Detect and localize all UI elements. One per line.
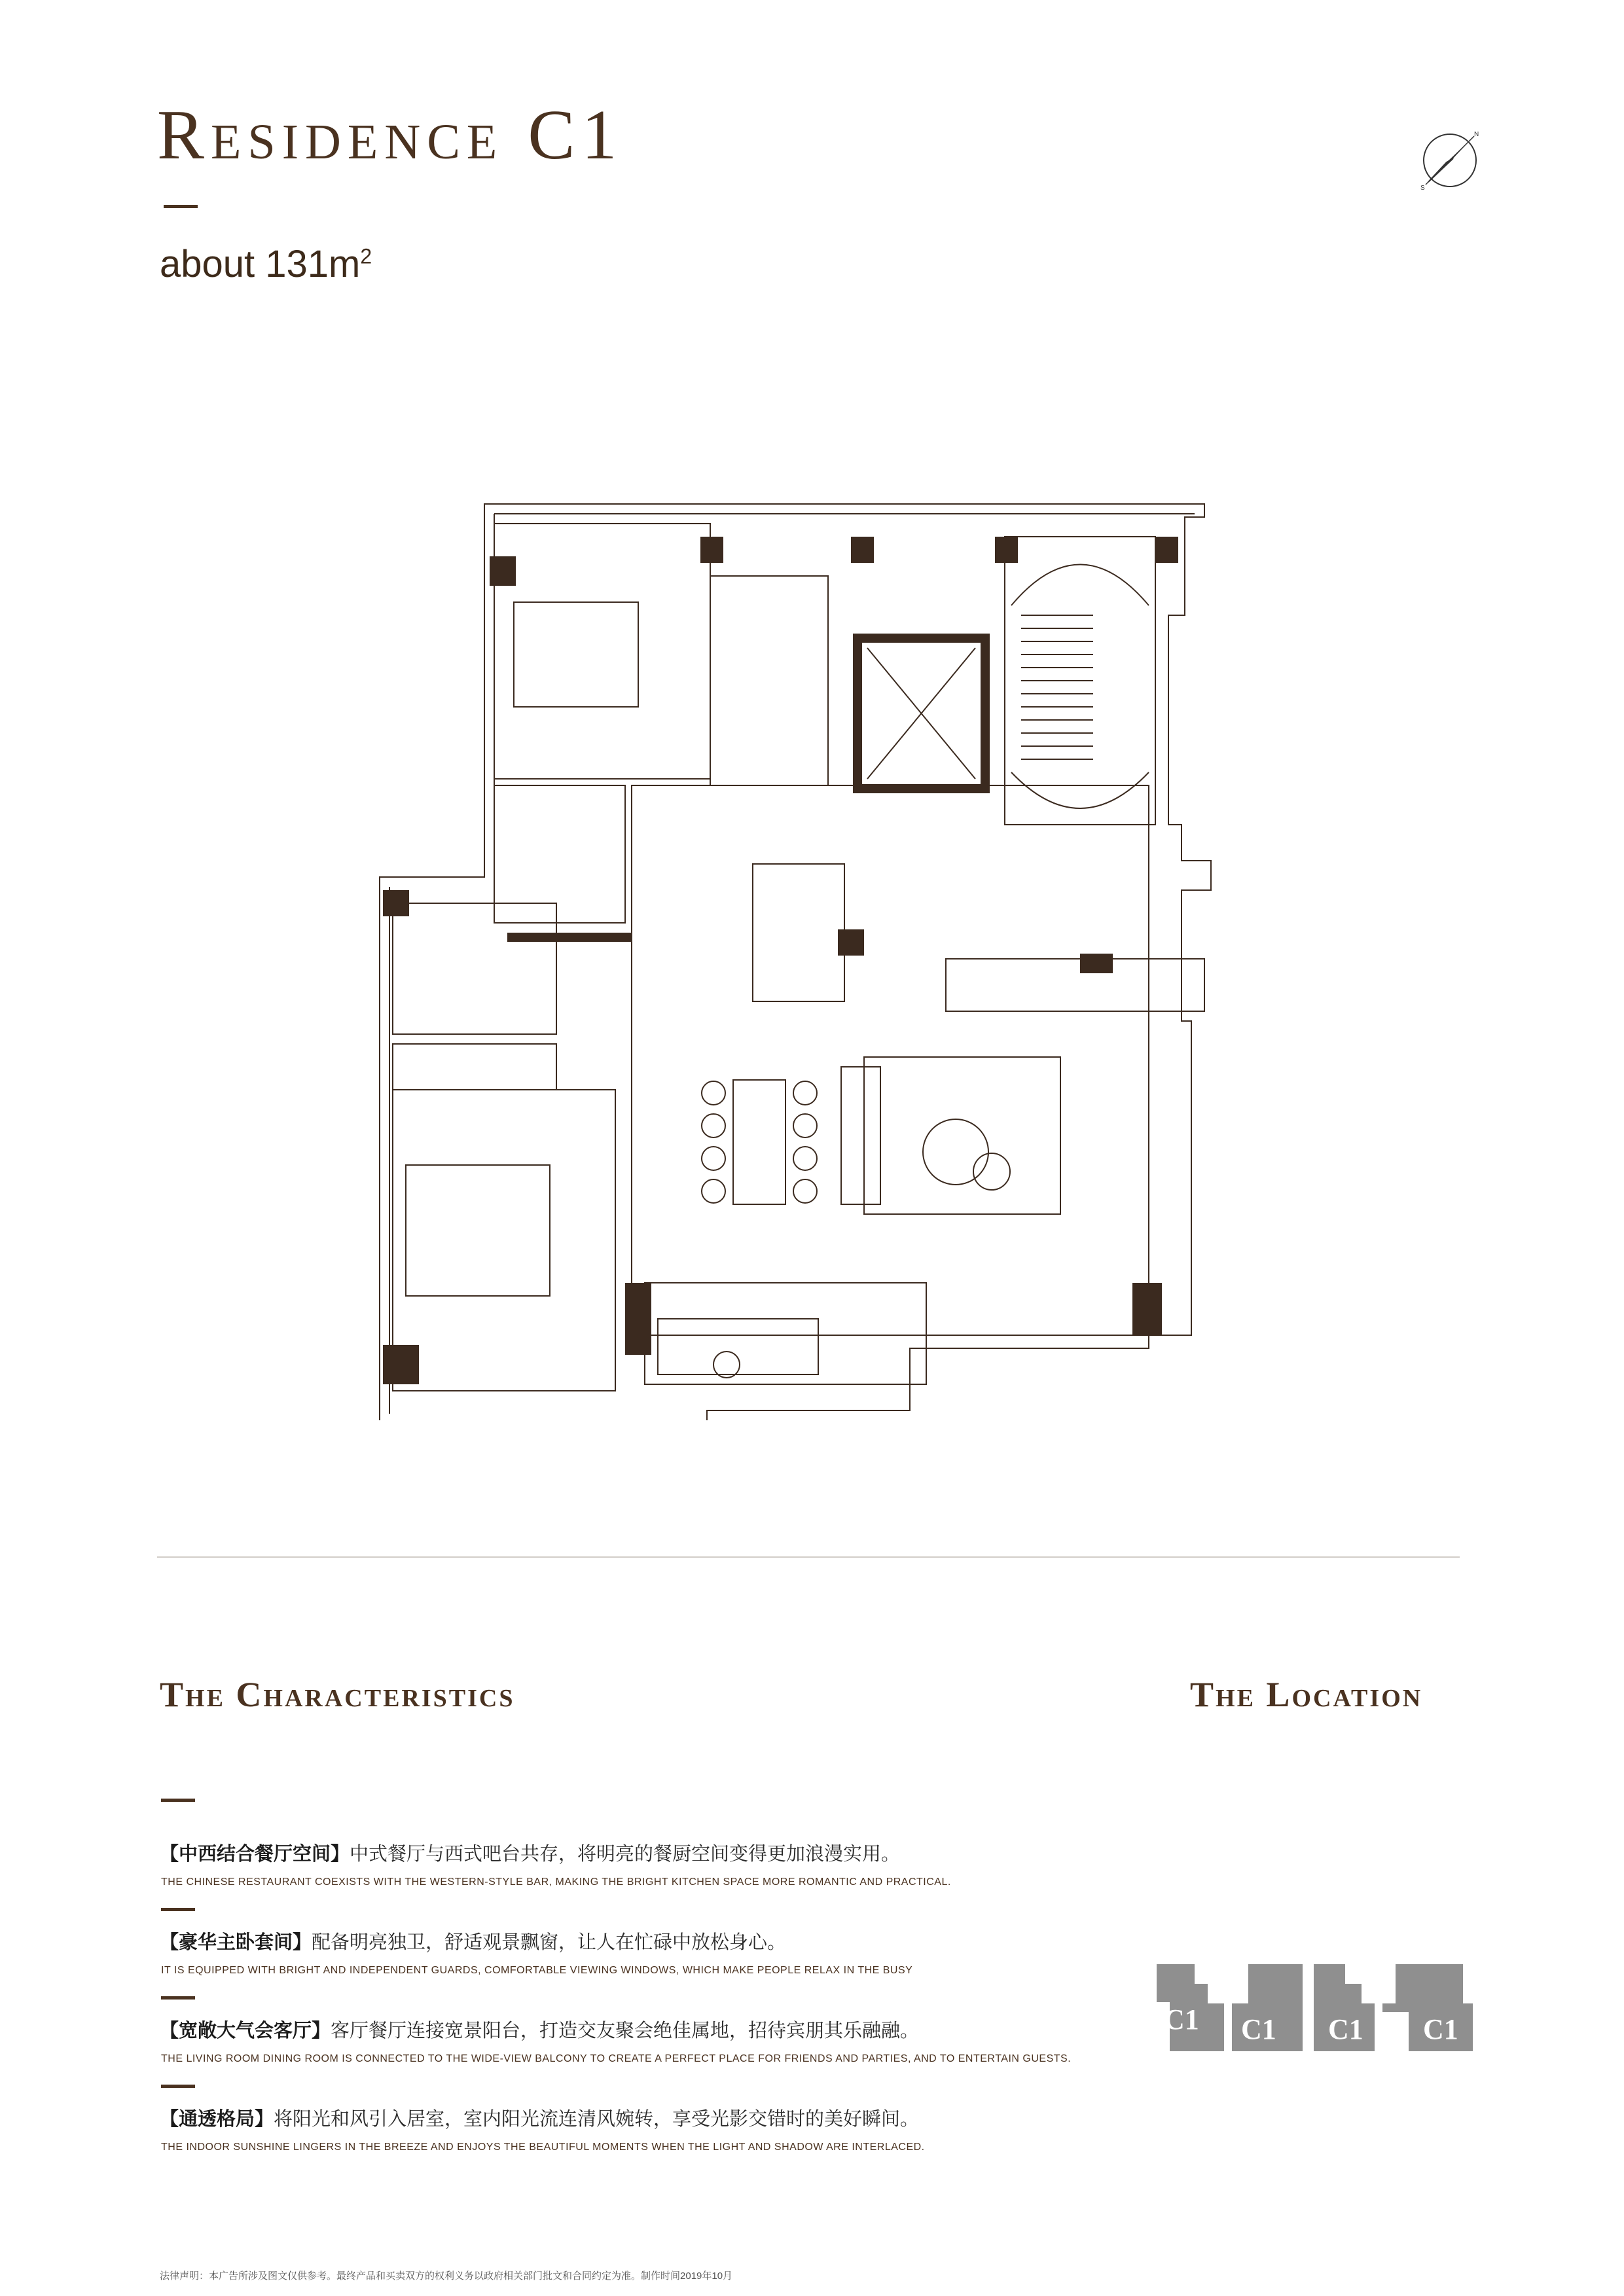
characteristics-divider <box>161 1799 195 1802</box>
feature-3-body: 客厅餐厅连接宽景阳台，打造交友聚会绝佳属地，招待宾朋其乐融融。 <box>331 2020 920 2041</box>
feature-1-body: 中式餐厅与西式吧台共存，将明亮的餐厨空间变得更加浪漫实用。 <box>350 1844 901 1865</box>
area-prefix: about <box>160 243 255 285</box>
feature-3-en: THE LIVING ROOM DINING ROOM IS CONNECTED TO THE WIDE-VIEW BALCONY TO CREATE A PERFECT PLACE FOR FRIENDS AND PARTIES, AND TO ENTERTAIN GUESTS. <box>161 2053 1072 2064</box>
feature-3-heading: 【宽敞大气会客厅】 <box>160 2020 331 2041</box>
sofa <box>841 1067 880 1204</box>
location-map <box>1149 1954 1477 2062</box>
location-label-1: C1 <box>1164 2003 1199 2036</box>
page-title: Residence C1 <box>157 96 624 174</box>
stair-arc-top <box>1011 565 1149 606</box>
feature-1-text <box>160 1839 900 1866</box>
structural-columns <box>383 537 1178 1384</box>
feature-2-en: IT IS EQUIPPED WITH BRIGHT AND INDEPENDENT GUARDS, COMFORTABLE VIEWING WINDOWS, WHICH MAKE PEOPLE RELAX IN THE BUSY <box>161 1965 913 1976</box>
bed-1 <box>514 602 638 707</box>
compass-south-label: S <box>1420 185 1425 192</box>
unit-area <box>160 242 372 286</box>
section-divider <box>157 1556 1460 1558</box>
location-label-3: C1 <box>1328 2013 1363 2045</box>
area-value: 131m <box>265 243 361 285</box>
bar-counter <box>753 864 844 1001</box>
bathroom-1 <box>494 785 625 923</box>
characteristics-title: The Characteristics <box>160 1675 515 1714</box>
title-divider <box>164 205 198 208</box>
floor-plan <box>367 497 1250 1420</box>
living-rug <box>864 1057 1060 1214</box>
dining-table <box>733 1080 785 1204</box>
feature-divider <box>161 2085 195 2088</box>
bedroom-1 <box>494 524 710 779</box>
feature-divider <box>161 1996 195 2000</box>
location-label-2: C1 <box>1241 2013 1276 2045</box>
laundry-area <box>946 959 1204 1011</box>
stair-treads <box>1021 615 1093 759</box>
wardrobe <box>393 1044 556 1090</box>
legal-disclaimer: 法律声明：本广告所涉及图文仅供参考。最终产品和买卖双方的权利义务以政府相关部门批文和合同约定为准。制作时间2019年10月 <box>160 2270 733 2282</box>
compass-north-label: N <box>1474 131 1479 138</box>
area-unit-superscript: 2 <box>360 244 372 268</box>
feature-2-body: 配备明亮独卫，舒适观景飘窗，让人在忙碌中放松身心。 <box>312 1932 787 1953</box>
bed-2 <box>406 1165 550 1296</box>
feature-1-heading: 【中西结合餐厅空间】 <box>160 1844 350 1865</box>
feature-4-heading: 【通透格局】 <box>160 2109 274 2130</box>
dining-living <box>632 785 1149 1335</box>
feature-4-body: 将阳光和风引入居室，室内阳光流连清风婉转，享受光影交错时的美好瞬间。 <box>274 2109 920 2130</box>
outer-wall-inner <box>389 514 1195 1414</box>
balcony-bench <box>658 1319 818 1374</box>
feature-2-heading: 【豪华主卧套间】 <box>160 1932 312 1953</box>
kitchen <box>710 576 828 785</box>
feature-3-text <box>160 2016 919 2043</box>
coffee-table <box>923 1119 988 1185</box>
feature-4-text <box>160 2104 919 2131</box>
feature-4-en: THE INDOOR SUNSHINE LINGERS IN THE BREEZE AND ENJOYS THE BEAUTIFUL MOMENTS WHEN THE LIGHT AND SHADOW ARE INTERLACED. <box>161 2142 925 2153</box>
location-title: The Location <box>1190 1675 1423 1714</box>
compass-icon <box>1414 124 1486 196</box>
bedroom-2 <box>393 1090 615 1391</box>
stair-arc-bottom <box>1011 772 1149 808</box>
feature-divider <box>161 1908 195 1911</box>
feature-1-en: THE CHINESE RESTAURANT COEXISTS WITH THE WESTERN-STYLE BAR, MAKING THE BRIGHT KITCHEN SPACE MORE ROMANTIC AND PRACTICAL. <box>161 1876 951 1888</box>
location-label-4: C1 <box>1423 2013 1458 2045</box>
feature-2-text <box>160 1928 786 1954</box>
balcony <box>645 1283 926 1384</box>
